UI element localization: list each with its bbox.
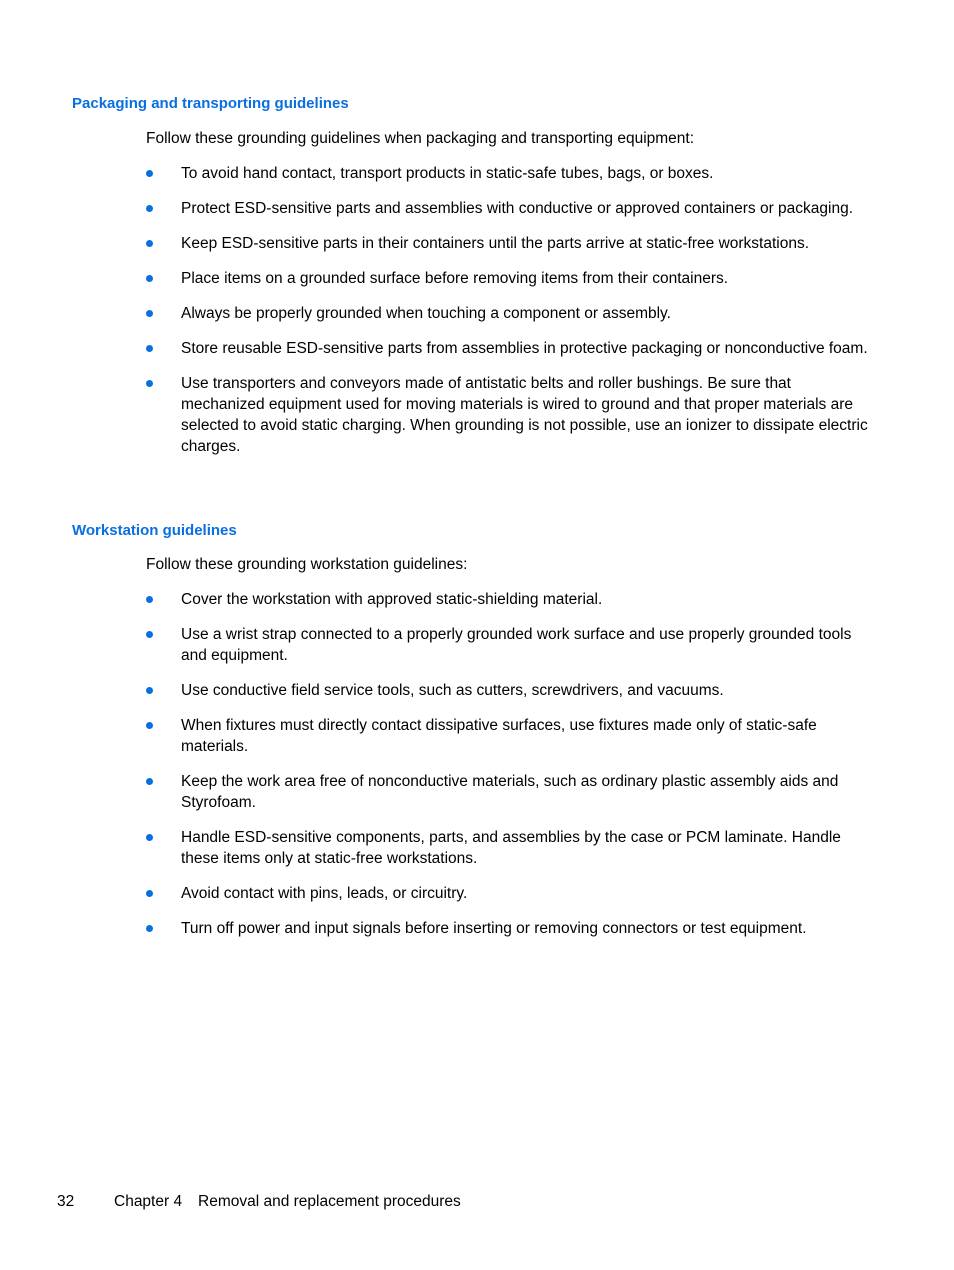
bullet-icon xyxy=(146,778,153,785)
list-item xyxy=(146,918,872,939)
bullet-icon xyxy=(146,925,153,932)
list-item-text: Avoid contact with pins, leads, or circuitry. xyxy=(181,885,468,902)
list-item xyxy=(146,827,872,869)
list-item xyxy=(146,373,872,457)
bullet-icon xyxy=(146,834,153,841)
section-heading-workstation: Workstation guidelines xyxy=(72,522,237,539)
list-item xyxy=(146,233,872,254)
list-item-text: When fixtures must directly contact dissipative surfaces, use fixtures made only of static-safe materials. xyxy=(181,717,817,755)
list-item-text: Use a wrist strap connected to a properly grounded work surface and use properly grounded tools and equipment. xyxy=(181,626,852,664)
list-item-text: Turn off power and input signals before inserting or removing connectors or test equipment. xyxy=(181,920,807,937)
list-item-text: Protect ESD-sensitive parts and assemblies with conductive or approved containers or packaging. xyxy=(181,200,854,217)
list-item-text: Cover the workstation with approved static-shielding material. xyxy=(181,591,603,608)
list-item-text: Store reusable ESD-sensitive parts from assemblies in protective packaging or nonconductive foam. xyxy=(181,340,868,357)
page-footer xyxy=(57,1191,461,1212)
bullet-icon xyxy=(146,890,153,897)
list-item-text: Use conductive field service tools, such as cutters, screwdrivers, and vacuums. xyxy=(181,682,724,699)
list-item-text: Keep ESD-sensitive parts in their containers until the parts arrive at static-free workstations. xyxy=(181,235,810,252)
list-item xyxy=(146,303,872,324)
list-item xyxy=(146,624,872,666)
bullet-icon xyxy=(146,240,153,247)
list-item-text: Use transporters and conveyors made of antistatic belts and roller bushings. Be sure that mechanized equipment used for moving materials is wired to ground and that proper materials are selected to avoid static charging. When grounding is not possible, use an ionizer to dissipate electric charges. xyxy=(181,375,868,455)
section-heading-packaging: Packaging and transporting guidelines xyxy=(72,95,349,112)
bullet-list-packaging xyxy=(146,163,872,471)
bullet-icon xyxy=(146,380,153,387)
section-intro-packaging: Follow these grounding guidelines when packaging and transporting equipment: xyxy=(146,130,695,147)
list-item xyxy=(146,715,872,757)
list-item xyxy=(146,338,872,359)
page-number: 32 xyxy=(57,1193,75,1210)
bullet-icon xyxy=(146,275,153,282)
bullet-icon xyxy=(146,631,153,638)
bullet-list-workstation xyxy=(146,589,872,953)
list-item xyxy=(146,198,872,219)
list-item-text: Place items on a grounded surface before removing items from their containers. xyxy=(181,270,729,287)
list-item xyxy=(146,589,872,610)
list-item xyxy=(146,163,872,184)
list-item-text: Handle ESD-sensitive components, parts, and assemblies by the case or PCM laminate. Handle these items only at static-free workstations. xyxy=(181,829,841,867)
bullet-icon xyxy=(146,596,153,603)
bullet-icon xyxy=(146,722,153,729)
bullet-icon xyxy=(146,170,153,177)
section-intro-workstation: Follow these grounding workstation guidelines: xyxy=(146,556,468,573)
list-item xyxy=(146,268,872,289)
bullet-icon xyxy=(146,687,153,694)
chapter-title: Removal and replacement procedures xyxy=(198,1193,461,1210)
list-item xyxy=(146,680,872,701)
list-item xyxy=(146,883,872,904)
bullet-icon xyxy=(146,345,153,352)
list-item-text: To avoid hand contact, transport products in static-safe tubes, bags, or boxes. xyxy=(181,165,714,182)
chapter-label: Chapter 4 xyxy=(114,1193,183,1210)
list-item xyxy=(146,771,872,813)
bullet-icon xyxy=(146,310,153,317)
bullet-icon xyxy=(146,205,153,212)
list-item-text: Always be properly grounded when touching a component or assembly. xyxy=(181,305,671,322)
list-item-text: Keep the work area free of nonconductive materials, such as ordinary plastic assembly aids and Styrofoam. xyxy=(181,773,839,811)
